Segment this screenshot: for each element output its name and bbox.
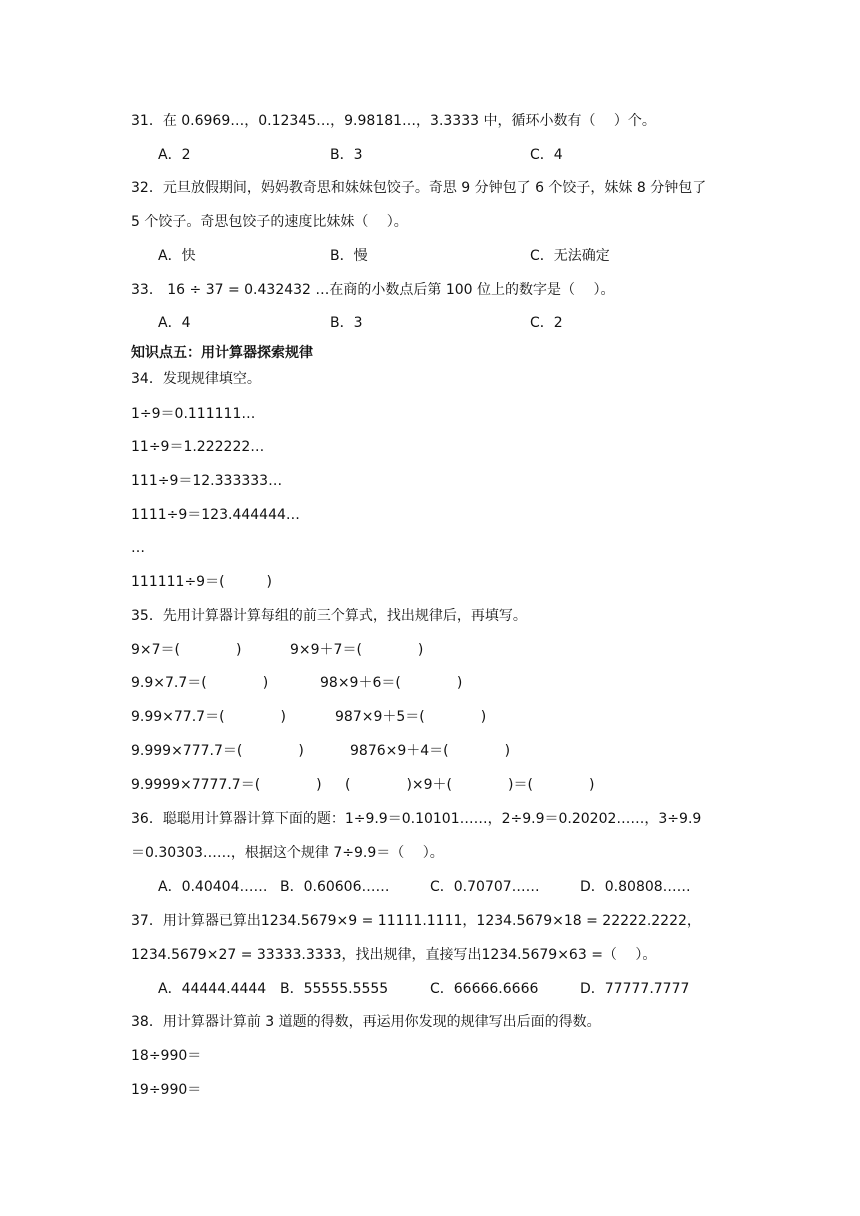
question-36-option-b: B．0.60606…… [280,879,390,895]
question-37-option-b: B．55555.5555 [280,981,389,997]
question-32-option-c: C．无法确定 [530,248,610,264]
question-32-option-b: B．慢 [330,248,368,264]
question-37-stem-line-1: 37．用计算器已算出1234.5679×9 = 11111.1111，1234.5679×18 = 22222.2222， [131,913,701,929]
calc-right: 9876×9＋4＝( ) [350,743,511,759]
question-32-stem-line-2: 5 个饺子。奇思包饺子的速度比妹妹（ ）。 [131,214,408,230]
question-37-option-a: A．44444.4444 [158,981,267,997]
question-37-option-d: D．77777.7777 [580,981,690,997]
calc-right: 987×9＋5＝( ) [335,709,487,725]
pattern-line: 111÷9＝12.333333… [131,473,283,489]
section-heading: 知识点五：用计算器探索规律 [131,345,313,361]
question-37-option-c: C．66666.6666 [430,981,539,997]
calc-line: 19÷990＝ [131,1082,202,1098]
calc-right: ( )×9＋( )＝( ) [345,777,595,793]
question-33-option-b: B．3 [330,315,363,331]
calc-left: 9.999×777.7＝( ) [131,743,304,759]
question-34-stem: 34．发现规律填空。 [131,371,261,387]
question-31-option-c: C．4 [530,147,563,163]
question-32-option-a: A．快 [158,248,196,264]
pattern-answer-line: 111111÷9＝( ) [131,574,273,590]
question-36-stem-line-1: 36．聪聪用计算器计算下面的题：1÷9.9＝0.10101……，2÷9.9＝0.20202……，3÷9.9 [131,811,702,827]
pattern-line: 11÷9＝1.222222… [131,439,265,455]
calc-left: 9.9999×7777.7＝( ) [131,777,322,793]
question-31-option-a: A．2 [158,147,191,163]
calc-right: 98×9＋6＝( ) [320,675,463,691]
question-37-stem-line-2: 1234.5679×27 = 33333.3333，找出规律，直接写出1234.5679×63 =（ ）。 [131,947,657,963]
question-36-option-c: C．0.70707…… [430,879,540,895]
question-31-stem: 31．在 0.6969…，0.12345…，9.98181…，3.3333 中，循环小数有（ ）个。 [131,113,656,129]
calc-left: 9.99×77.7＝( ) [131,709,286,725]
pattern-line: 1÷9＝0.111111… [131,406,256,422]
question-38-stem: 38．用计算器计算前 3 道题的得数，再运用你发现的规律写出后面的得数。 [131,1014,601,1030]
pattern-line: 1111÷9＝123.444444… [131,507,300,523]
calc-line: 18÷990＝ [131,1048,202,1064]
calc-left: 9×7＝( ) [131,642,242,658]
question-35-stem: 35．先用计算器计算每组的前三个算式，找出规律后，再填写。 [131,608,527,624]
question-31-option-b: B．3 [330,147,363,163]
pattern-ellipsis: … [131,540,145,556]
question-33-option-a: A．4 [158,315,191,331]
calc-right: 9×9＋7＝( ) [290,642,424,658]
calc-left: 9.9×7.7＝( ) [131,675,269,691]
question-32-stem-line-1: 32．元旦放假期间，妈妈教奇思和妹妹包饺子。奇思 9 分钟包了 6 个饺子，妹妹 8 分钟包了 [131,180,707,196]
question-36-option-d: D．0.80808…… [580,879,691,895]
question-36-option-a: A．0.40404…… [158,879,268,895]
question-36-stem-line-2: ＝0.30303……，根据这个规律 7÷9.9＝（ ）。 [131,845,444,861]
question-33-option-c: C．2 [530,315,563,331]
question-33-stem: 33． 16 ÷ 37 = 0.432432 …在商的小数点后第 100 位上的数字是（ ）。 [131,282,615,298]
